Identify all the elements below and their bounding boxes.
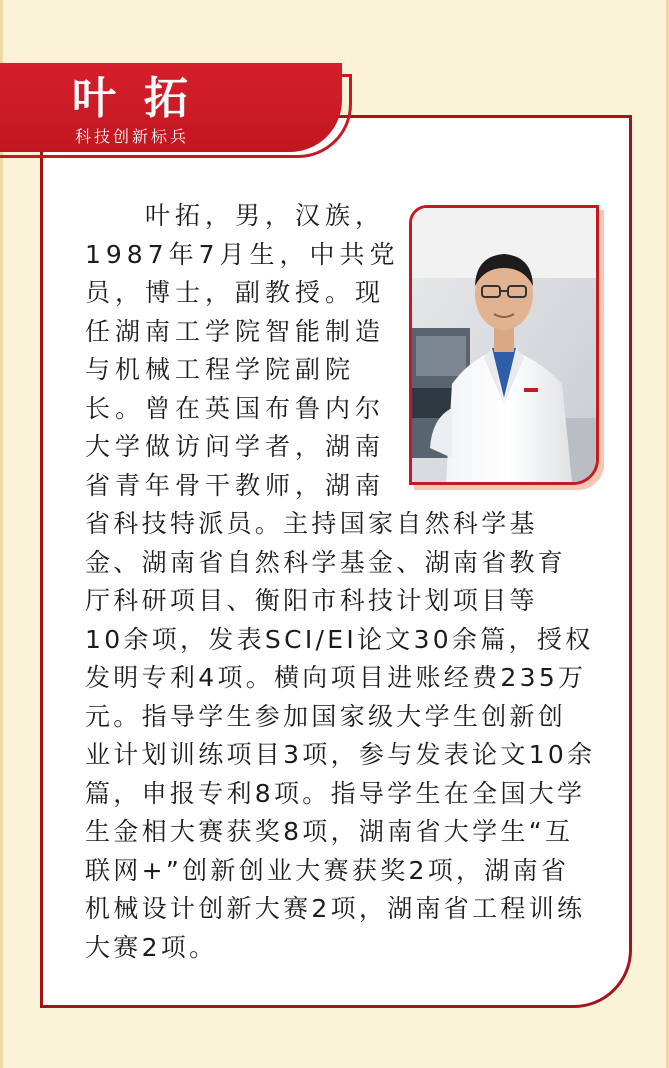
- bio-line: 金、湖南省自然科学基金、湖南省教育: [85, 547, 567, 577]
- bio-line: 与机械工程学院副院: [85, 355, 356, 384]
- bio-line: 发明专利4项。横向项目进账经费235万: [85, 663, 587, 692]
- bio-line: 生金相大赛获奖8项，湖南省大学生“互: [85, 817, 574, 846]
- bio-text-beside-photo: [85, 197, 400, 505]
- bio-line: 元。指导学生参加国家级大学生创新创: [85, 701, 567, 731]
- bio-line: 厅科研项目、衡阳市科技计划项目等: [85, 586, 538, 615]
- bio-line: 长。曾在英国布鲁内尔: [85, 393, 386, 423]
- person-name: 叶拓: [72, 73, 216, 124]
- bio-line: 篇，申报专利8项。指导学生在全国大学: [85, 778, 586, 808]
- bio-line: 省青年骨干教师，湖南: [85, 470, 386, 500]
- bio-line: 1987年7月生，中共党: [85, 239, 400, 269]
- bio-line: 业计划训练项目3项，参与发表论文10余: [85, 740, 596, 769]
- bio-line: 叶拓，男，汉族，: [85, 201, 386, 230]
- portrait-illustration: [412, 208, 596, 482]
- bio-line: 大学做访问学者，湖南: [85, 432, 386, 461]
- bio-line: 机械设计创新大赛2项，湖南省工程训练: [85, 894, 586, 923]
- portrait-photo: [409, 205, 599, 485]
- bio-line: 大赛2项。: [85, 932, 218, 962]
- bio-line: 任湖南工学院智能制造: [85, 316, 386, 346]
- bio-text-full-width: [85, 505, 595, 967]
- person-title: 科技创新标兵: [75, 127, 190, 146]
- bio-line: 员，博士，副教授。现: [85, 278, 386, 307]
- bio-line: 联网+”创新创业大赛获奖2项，湖南省: [85, 855, 570, 885]
- bio-line: 省科技特派员。主持国家自然科学基: [85, 509, 538, 538]
- bio-line: 10余项，发表SCI/EI论文30余篇，授权: [85, 624, 594, 654]
